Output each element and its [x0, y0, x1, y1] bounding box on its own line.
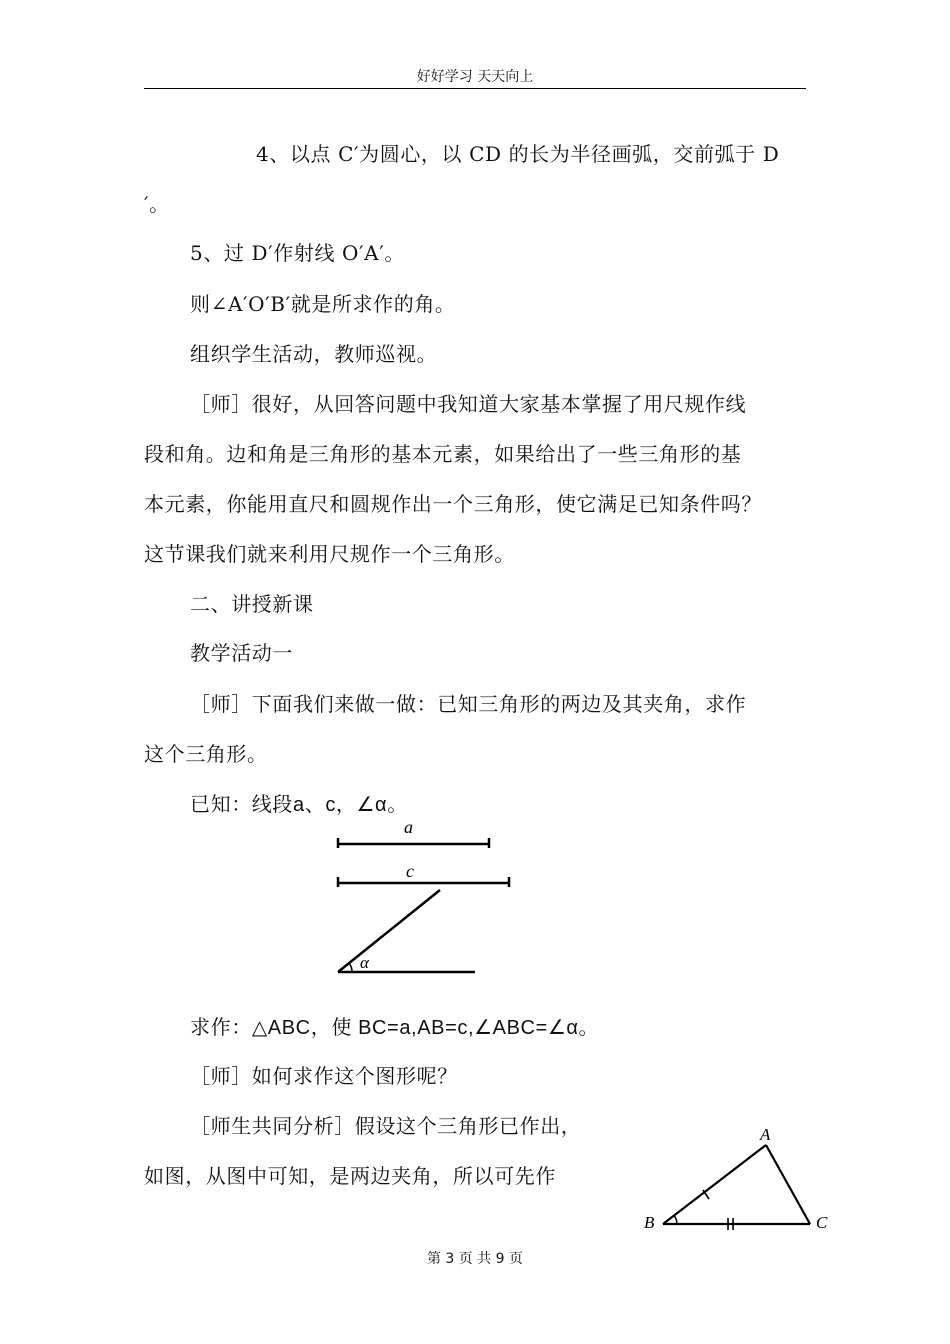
given-figure: [330, 815, 520, 980]
angle-alpha: [338, 890, 475, 972]
task-prefix: 求作：: [190, 1015, 252, 1039]
segment-c: [338, 877, 509, 887]
teacher1-line2: 段和角。边和角是三角形的基本元素，如果给出了一些三角形的基: [144, 442, 742, 466]
analysis-line2: 如图，从图中可知，是两边夹角，所以可先作: [144, 1164, 556, 1188]
task-statement: [190, 1011, 599, 1040]
triangle-abc: [663, 1145, 810, 1230]
given-statement: [190, 788, 408, 817]
vertex-label-b: B: [644, 1213, 655, 1232]
page-footer: 第 3 页 共 9 页: [426, 1251, 524, 1267]
activity-heading: 教学活动一: [190, 641, 293, 665]
segment-a: [338, 838, 489, 848]
analysis-line1: ［师生共同分析］假设这个三角形已作出，: [190, 1114, 582, 1138]
step4-line1: 4、以点 C′为圆心，以 CD 的长为半径画弧，交前弧于 D: [256, 142, 780, 166]
vertex-label-c: C: [816, 1213, 828, 1232]
task-math: △ABC，使 BC=a,AB=c,∠ABC=∠α。: [251, 1017, 600, 1039]
vertex-label-a: A: [760, 1125, 771, 1144]
section-heading: 二、讲授新课: [190, 592, 314, 616]
header-rule: [144, 88, 806, 89]
given-math: a、c，∠α。: [293, 794, 408, 816]
label-c: c: [406, 861, 414, 881]
triangle-figure: [640, 1120, 840, 1235]
teacher1-line1: ［师］很好，从回答问题中我知道大家基本掌握了用尺规作线: [190, 392, 747, 416]
teacher1-line3: 本元素，你能用直尺和圆规作出一个三角形，使它满足已知条件吗？: [144, 492, 762, 516]
step5: 5、过 D′作射线 O′A′。: [190, 241, 405, 265]
teacher2-line1: ［师］下面我们来做一做：已知三角形的两边及其夹角，求作: [190, 692, 747, 716]
label-a: a: [404, 817, 413, 837]
teacher3: ［师］如何求作这个图形呢？: [190, 1064, 458, 1088]
given-prefix: 已知：线段: [190, 792, 293, 816]
label-alpha: α: [360, 953, 369, 972]
conclusion: 则∠A′O′B′就是所求作的角。: [190, 292, 456, 316]
teacher2-line2: 这个三角形。: [144, 742, 268, 766]
teacher1-line4: 这节课我们就来利用尺规作一个三角形。: [144, 542, 515, 566]
step4-line2: ′。: [144, 192, 170, 216]
page-header: 好好学习 天天向上: [416, 69, 534, 85]
organize-activity: 组织学生活动，教师巡视。: [190, 342, 438, 366]
